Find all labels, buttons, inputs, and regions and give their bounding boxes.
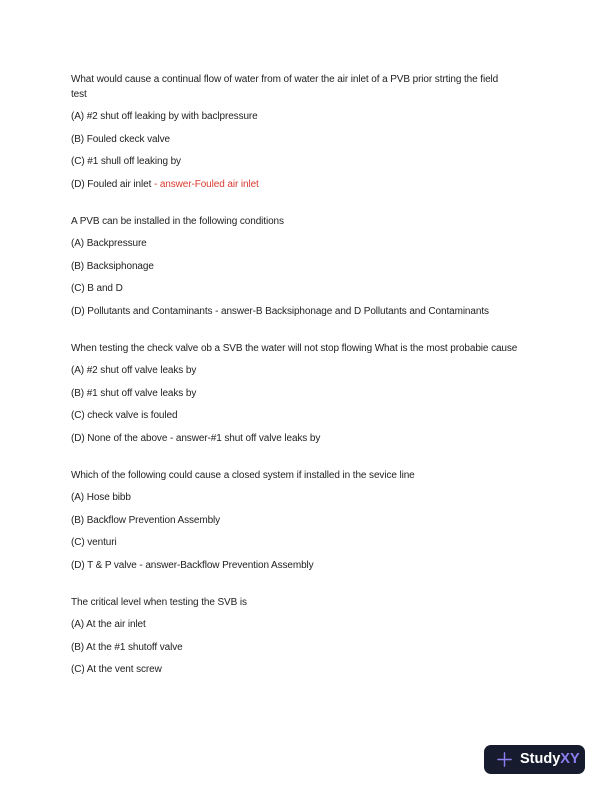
answer-option — [71, 663, 592, 678]
answer-option — [71, 282, 592, 297]
question-text — [71, 596, 592, 611]
question-text-line: Which of the following could cause a closed system if installed in the sevice line — [71, 469, 415, 481]
option-text: (D) None of the above - answer-#1 shut off valve leaks by — [71, 432, 321, 444]
answer-option — [71, 559, 592, 574]
logo-text-study: Study — [520, 751, 561, 767]
answer-option — [71, 514, 592, 529]
answer-option — [71, 155, 592, 170]
questions-list — [71, 73, 592, 700]
answer-option — [71, 260, 592, 275]
question-text-line: test — [71, 88, 87, 100]
question-text — [71, 342, 592, 357]
option-text: (B) Backflow Prevention Assembly — [71, 514, 221, 526]
answer-option — [71, 491, 592, 506]
question-text-line: When testing the check valve ob a SVB the water will not stop flowing What is the most probabie cause — [71, 342, 518, 354]
option-text: (B) At the #1 shutoff valve — [71, 641, 183, 653]
answer-option — [71, 432, 592, 447]
answer-option — [71, 409, 592, 424]
option-text: (A) #2 shut off valve leaks by — [71, 365, 197, 376]
question-text-line: The critical level when testing the SVB is — [71, 596, 247, 608]
option-text: (C) B and D — [71, 283, 123, 294]
option-text: (D) Pollutants and Contaminants - answer-B Backsiphonage and D Pollutants and Contaminants — [71, 305, 489, 317]
studyxy-logo — [484, 745, 585, 774]
option-text: (D) Fouled air inlet — [71, 178, 154, 190]
answer-option — [71, 133, 592, 148]
question-block — [71, 73, 592, 192]
answer-option — [71, 178, 592, 193]
option-text: (C) #1 shull off leaking by — [71, 156, 181, 167]
option-text: (A) #2 shut off leaking by with baclpressure — [71, 111, 258, 122]
answer-option — [71, 237, 592, 252]
answer-option — [71, 364, 592, 379]
option-text: (A) Hose bibb — [71, 492, 131, 503]
option-text: (B) #1 shut off valve leaks by — [71, 387, 197, 399]
plus-icon — [496, 751, 513, 768]
option-text: (A) Backpressure — [71, 238, 147, 249]
answer-option — [71, 536, 592, 551]
question-block — [71, 215, 592, 320]
logo-wordmark — [520, 745, 580, 774]
option-text: (B) Backsiphonage — [71, 260, 154, 272]
question-block — [71, 469, 592, 574]
option-text: (C) venturi — [71, 537, 117, 548]
question-block — [71, 342, 592, 447]
option-text: (B) Fouled ckeck valve — [71, 133, 170, 145]
question-text — [71, 469, 592, 484]
question-text — [71, 73, 592, 102]
option-text: (C) check valve is fouled — [71, 410, 178, 421]
answer-highlight: - answer-Fouled air inlet — [153, 178, 259, 190]
question-text — [71, 215, 592, 230]
question-text-line: What would cause a continual flow of water from of water the air inlet of a PVB prior strting the field — [71, 74, 499, 85]
answer-option — [71, 618, 592, 633]
logo-text-xy: XY — [560, 751, 580, 767]
option-text: (C) At the vent screw — [71, 664, 162, 675]
question-block — [71, 596, 592, 678]
option-text: (A) At the air inlet — [71, 619, 146, 630]
answer-option — [71, 110, 592, 125]
answer-option — [71, 641, 592, 656]
question-text-line: A PVB can be installed in the following conditions — [71, 215, 284, 227]
option-text: (D) T & P valve - answer-Backflow Prevention Assembly — [71, 559, 314, 571]
answer-option — [71, 387, 592, 402]
answer-option — [71, 305, 592, 320]
